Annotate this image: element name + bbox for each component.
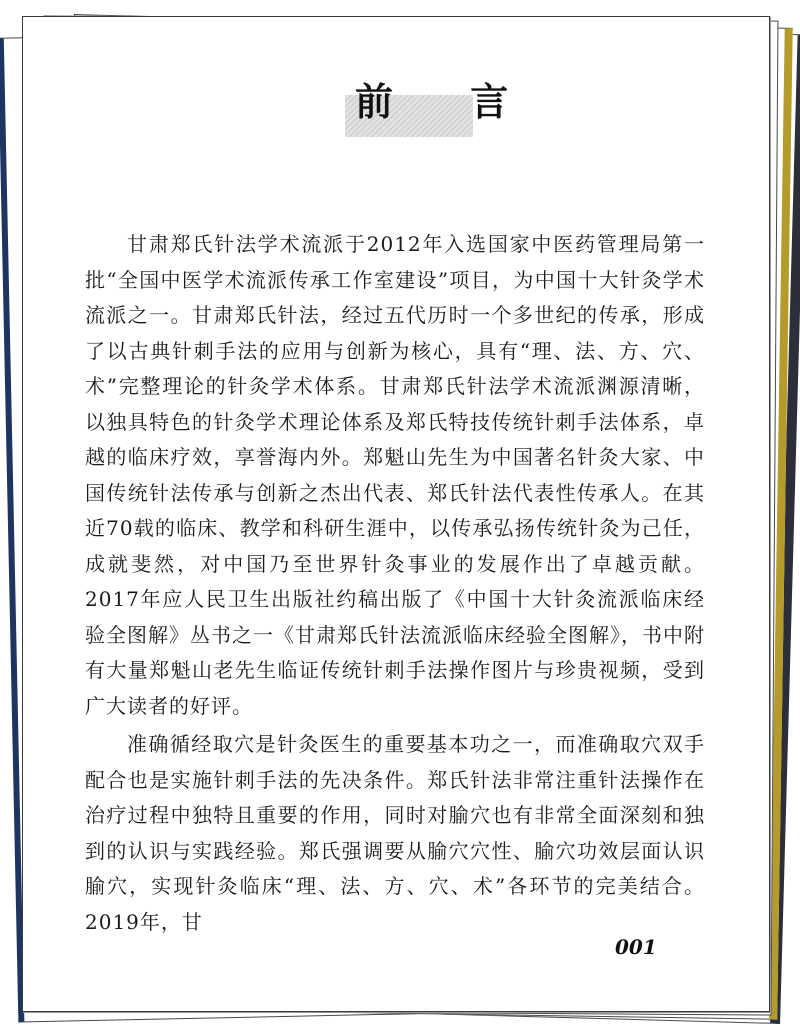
title-block bbox=[341, 73, 541, 143]
paragraph-1: 甘肃郑氏针法学术流派于2012年入选国家中医药管理局第一批“全国中医学术流派传承工作室建设”项目，为中国十大针灸学术流派之一。甘肃郑氏针法，经过五代历时一个多世纪的传承，形成了以古典针刺手法的应用与创新为核心，具有“理、法、方、穴、术”完整理论的针灸学术体系。甘肃郑氏针法学术流派渊源清晰，以独具特色的针灸学术理论体系及郑氏特技传统针刺手法体系，卓越的临床疗效，享誉海内外。郑魁山先生为中国著名针灸大家、中国传统针法传承与创新之杰出代表、郑氏针法代表性传承人。在其近70载的临床、教学和科研生涯中，以传承弘扬传统针灸为己任，成就斐然，对中国乃至世界针灸事业的发展作出了卓越贡献。2017年应人民卫生出版社约稿出版了《中国十大针灸流派临床经验全图解》丛书之一《甘肃郑氏针法流派临床经验全图解》，书中附有大量郑魁山老先生临证传统针刺手法操作图片与珍贵视频，受到广大读者的好评。 bbox=[85, 232, 705, 718]
page-number: 001 bbox=[615, 935, 657, 959]
front-page bbox=[22, 16, 770, 1012]
body-text bbox=[85, 227, 705, 940]
paragraph-2: 准确循经取穴是针灸医生的重要基本功之一，而准确取穴双手配合也是实施针刺手法的先决条件。郑氏针法非常注重针法操作在治疗过程中独特且重要的作用，同时对腧穴也有非常全面深刻和独到的认识与实践经验。郑氏强调要从腧穴穴性、腧穴功效层面认识腧穴，实现针灸临床“理、法、方、穴、术”各环节的完美结合。2019年，甘 bbox=[85, 732, 705, 934]
page-title: 前 言 bbox=[355, 79, 541, 124]
